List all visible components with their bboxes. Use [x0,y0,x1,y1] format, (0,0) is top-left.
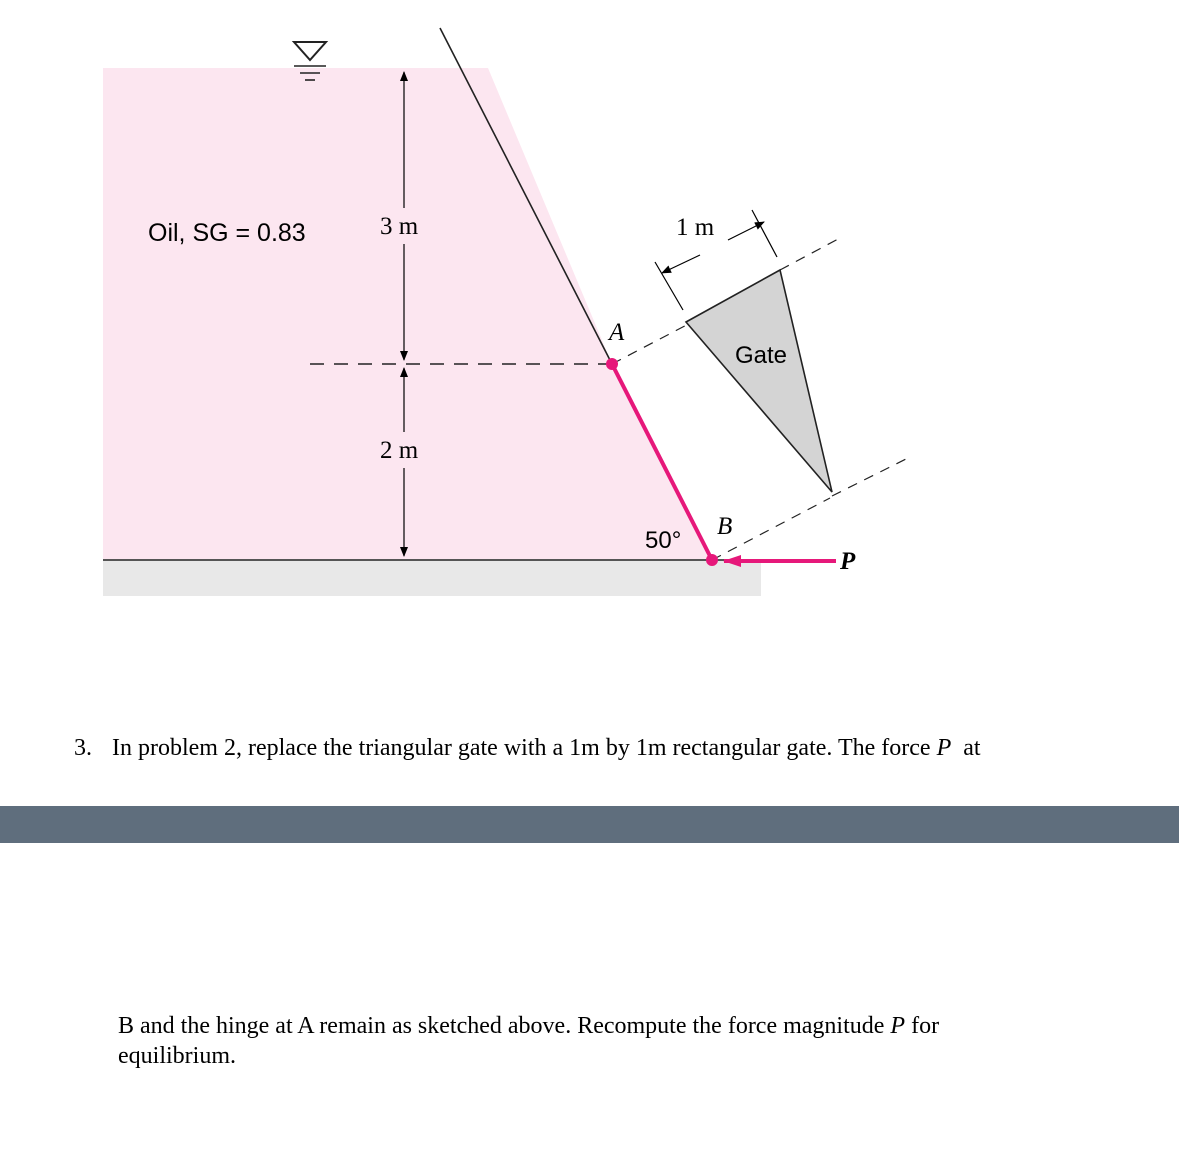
force-label: P [840,548,856,575]
dashed-line-gate-top [780,238,840,270]
point-b [706,554,718,566]
dim-1m-line-right [728,222,764,240]
gate-label: Gate [735,342,788,369]
question-text-2-end: for [911,1013,940,1039]
question-text-2: B and the hinge at A remain as sketched above. Recompute the force magnitude [118,1013,885,1039]
question-line-3 [118,1042,236,1071]
question-text-3: equilibrium. [118,1043,236,1069]
point-a-label: A [609,319,625,346]
dashed-line-a [612,318,700,364]
divider-bar [0,806,1179,843]
question-var-p-1: P [936,735,952,761]
question-text-1-end: at [963,735,981,761]
fluid-label: Oil, SG = 0.83 [148,219,306,247]
dim-2m-label: 2 m [380,437,419,464]
dashed-line-gate-bottom [832,456,912,496]
gate-width-label: 1 m [676,214,715,241]
question-line-2 [118,1012,939,1041]
free-surface-triangle-icon [294,42,326,60]
question-line-1 [74,734,981,763]
angle-label: 50° [645,527,682,554]
hinge-a [606,358,618,370]
dim-1m-line-left [662,255,700,273]
dim-3m-label: 3 m [380,213,419,240]
question-number: 3. [74,735,92,761]
point-b-label: B [717,513,733,540]
question-var-p-2: P [890,1013,906,1039]
dim-1m-ext-right [752,210,777,257]
oil-region [103,68,712,560]
ground [103,560,761,596]
question-text-1: In problem 2, replace the triangular gate with a 1m by 1m rectangular gate. The force [112,735,931,761]
gate-triangle [686,270,832,492]
